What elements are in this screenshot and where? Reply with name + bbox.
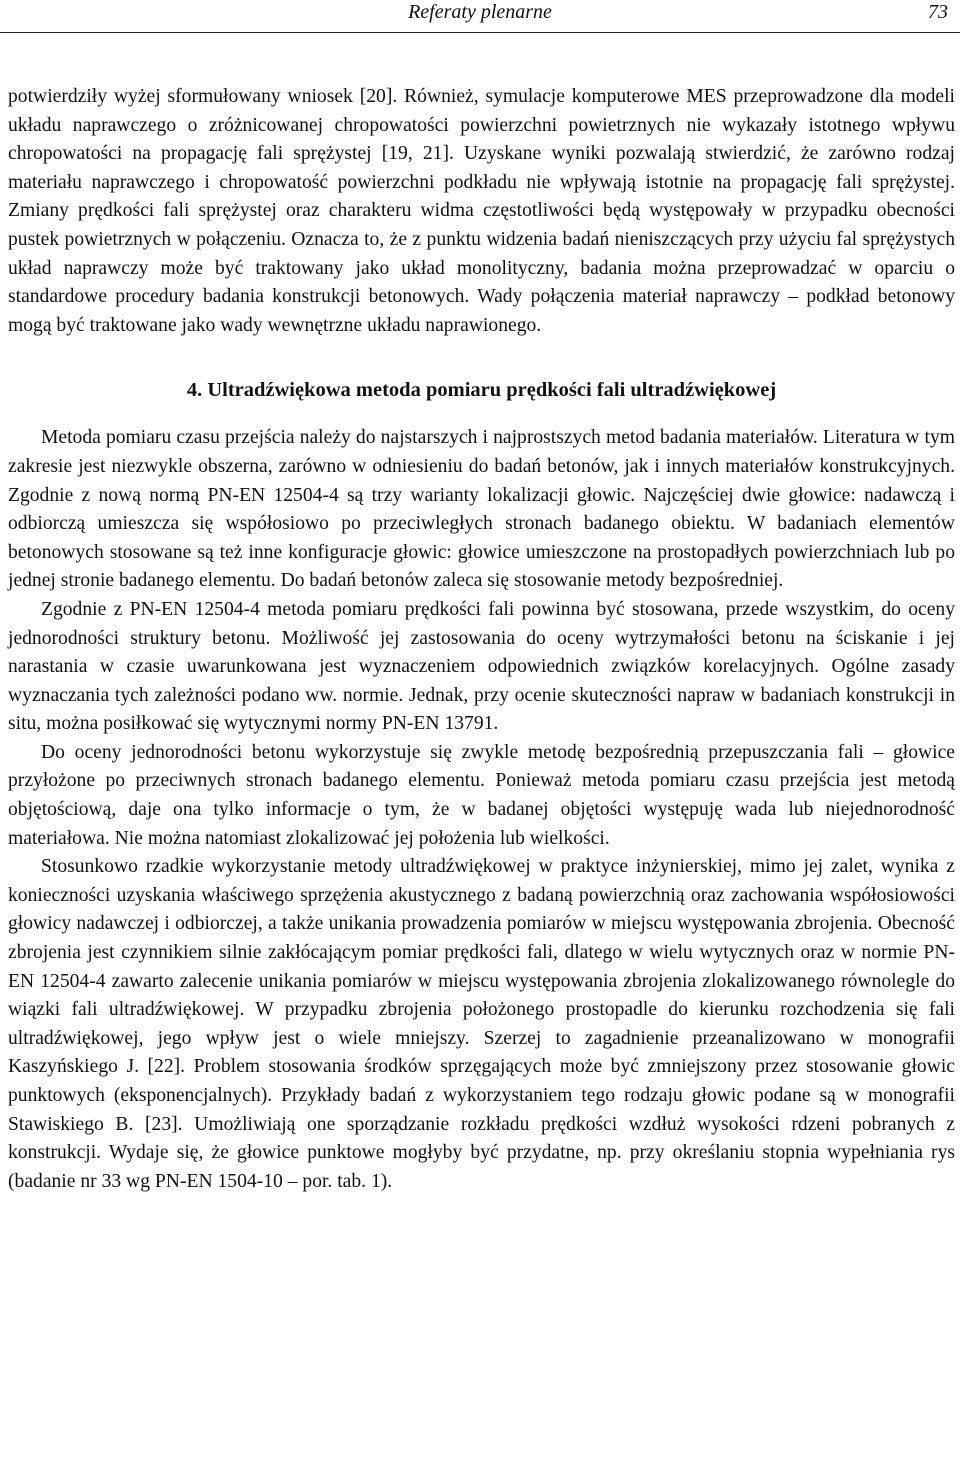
section-heading [8,375,955,405]
running-header [0,0,960,33]
paragraph: Do oceny jednorodności betonu wykorzystuje się zwykle metodę bezpośrednią przepuszczania fali – głowice przyłożone po przeciwnych stronach badanego elementu. Ponieważ metoda pomiaru czasu przejścia jest metodą objętościową, daje ona tylko informacje o tym, że w badanej objętości występuję wada lub niejednorodność materiałowa. Nie można natomiast zlokalizować jej położenia lub wielkości. [8,741,955,849]
paragraph: Metoda pomiaru czasu przejścia należy do najstarszych i najprostszych metod badania materiałów. Literatura w tym zakresie jest niezwykle obszerna, zarówno w odniesieniu do badań betonów, jak i innych materiałów konstrukcyjnych. Zgodnie z nową normą PN-EN 12504-4 są trzy warianty lokalizacji głowic. Najczęściej dwie głowice: nadawczą i odbiorczą umieszcza się współosiowo po przeciwległych stronach badanego obiektu. W badaniach elementów betonowych stosowane są też inne konfiguracje głowic: głowice umieszczone na prostopadłych powierzchniach lub po jednej stronie badanego elementu. Do badań betonów zaleca się stosowanie metody bezpośredniej. [8,427,955,592]
body-text [8,83,955,1196]
section-title: Ultradźwiękowa metoda pomiaru prędkości fali ultradźwiękowej [207,379,777,402]
paragraph: Zgodnie z PN-EN 12504-4 metoda pomiaru prędkości fali powinna być stosowana, przede wszystkim, do oceny jednorodności struktury betonu. Możliwość jej zastosowania do oceny wytrzymałości betonu na ściskanie i jej narastania w czasie uwarunkowana jest wyznaczeniem odpowiednich związków korelacyjnych. Ogólne zasady wyznaczania tych zależności podano ww. normie. Jednak, przy ocenie skuteczności napraw w badaniach konstrukcji in situ, można posiłkować się wytycznymi normy PN-EN 13791. [8,598,955,735]
section-number: 4. [186,379,203,402]
header-title: Referaty plenarne [408,1,552,23]
paragraph-continued: potwierdziły wyżej sformułowany wniosek [20]. Również, symulacje komputerowe MES przeprowadzone dla modeli układu naprawczego o zróżnicowanej chropowatości powierzchni powietrznych nie wykazały istotnego wpływu chropowatości na propagację fali sprężystej [19, 21]. Uzyskane wyniki pozwalają stwierdzić, że zarówno rodzaj materiału naprawczego i chropowatość powierzchni podkładu nie wpływają istotnie na propagację fali sprężystej. Zmiany prędkości fali sprężystej oraz charakteru widma częstotliwości będą występowały w przypadku obecności pustek powietrznych w połączeniu. Oznacza to, że z punktu widzenia badań nieniszczących przy użyciu fal sprężystych układ naprawczy może być traktowany jako układ monolityczny, badania można przeprowadzać w oparciu o standardowe procedury badania konstrukcji betonowych. Wady połączenia materiał naprawczy – podkład betonowy mogą być traktowane jako wady wewnętrzne układu naprawionego. [8,86,955,336]
page-number: 73 [928,1,948,23]
paragraph: Stosunkowo rzadkie wykorzystanie metody ultradźwiękowej w praktyce inżynierskiej, mimo jej zalet, wynika z konieczności uzyskania właściwego sprzężenia akustycznego z badaną powierzchnią oraz zachowania współosiowości głowicy nadawczej i odbiorczej, a także unikania prowadzenia pomiarów w miejscu występowania zbrojenia. Obecność zbrojenia jest czynnikiem silnie zakłócającym pomiar prędkości fali, dlatego w wielu wytycznych oraz w normie PN-EN 12504-4 zawarto zalecenie unikania pomiarów w miejscu występowania zbrojenia zlokalizowanego równolegle do wiązki fali ultradźwiękowej. W przypadku zbrojenia położonego prostopadle do kierunku rozchodzenia się fali ultradźwiękowej, jego wpływ jest o wiele mniejszy. Szerzej to zagadnienie przeanalizowano w monografii Kaszyńskiego J. [22]. Problem stosowania środków sprzęgających może być zmniejszony przez stosowanie głowic punktowych (eksponencjalnych). Przykłady badań z wykorzystaniem tego rodzaju głowic podane są w monografii Stawiskiego B. [23]. Umożliwiają one sporządzanie rozkładu prędkości wzdłuż wysokości rdzeni pobranych z konstrukcji. Wydaje się, że głowice punktowe mogłyby być przydatne, np. przy określaniu stopnia wypełniania rys (badanie nr 33 wg PN-EN 1504-10 – por. tab. 1). [8,856,955,1192]
